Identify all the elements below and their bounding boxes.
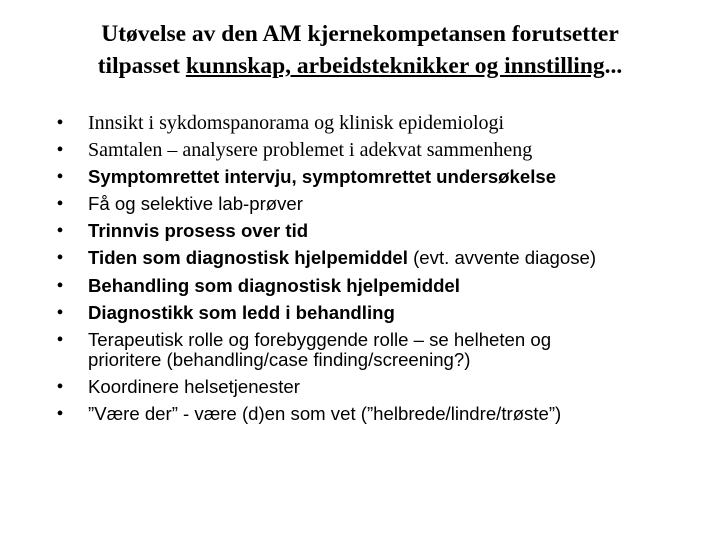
bullet-list <box>50 111 700 430</box>
title-line-1: Utøvelse av den AM kjernekompetansen forutsetter <box>101 21 619 47</box>
list-item-text: Diagnostikk som ledd i behandling <box>88 301 395 323</box>
list-item <box>50 192 700 217</box>
list-item-bold-text: Tiden som diagnostisk hjelpemiddel <box>88 247 408 269</box>
list-item <box>50 402 700 427</box>
list-item-text: Koordinere helsetjenester <box>88 376 300 398</box>
list-item-text: Trinnvis prosess over tid <box>88 220 309 242</box>
list-item <box>50 246 700 271</box>
bullet-icon: • <box>56 193 64 216</box>
list-item <box>50 165 700 190</box>
bullet-icon: • <box>56 247 64 270</box>
bullet-icon: • <box>56 112 64 134</box>
list-item-text: Behandling som diagnostisk hjelpemiddel <box>88 274 460 296</box>
title-underlined-phrase: kunnskap, arbeidsteknikker og innstilling <box>185 53 605 79</box>
bullet-icon: • <box>56 301 64 324</box>
title-line-2 <box>20 50 700 82</box>
list-item-text: Samtalen – analysere problemet i adekvat sammenheng <box>88 139 533 162</box>
list-item <box>50 111 700 136</box>
list-item-text: Symptomrettet intervju, symptomrettet undersøkelse <box>88 166 557 188</box>
title-line-2-prefix: tilpasset <box>97 53 186 79</box>
list-item <box>50 274 700 299</box>
bullet-icon: • <box>56 403 64 426</box>
title-line-2-suffix: ... <box>604 53 623 79</box>
list-item-text: (evt. avvente diagose) <box>407 247 597 269</box>
list-item <box>50 375 700 400</box>
list-item-text: Få og selektive lab-prøver <box>88 193 303 215</box>
bullet-icon: • <box>56 328 64 351</box>
list-item-text-line-1: Terapeutisk rolle og forebyggende rolle – se helheten og <box>88 328 552 350</box>
bullet-icon: • <box>56 274 64 297</box>
list-item <box>50 328 700 373</box>
list-item <box>50 138 700 163</box>
slide-title <box>20 18 700 82</box>
bullet-icon: • <box>56 376 64 399</box>
bullet-icon: • <box>56 166 64 189</box>
bullet-icon: • <box>56 220 64 243</box>
list-item-text: ”Være der” - være (d)en som vet (”helbrede/lindre/trøste”) <box>88 403 562 425</box>
list-item-text-line-2: prioritere (behandling/case finding/screening?) <box>88 349 471 371</box>
list-item <box>50 301 700 326</box>
bullet-icon: • <box>56 139 64 162</box>
list-item-text: Innsikt i sykdomspanorama og klinisk epidemiologi <box>88 112 505 134</box>
list-item <box>50 219 700 244</box>
